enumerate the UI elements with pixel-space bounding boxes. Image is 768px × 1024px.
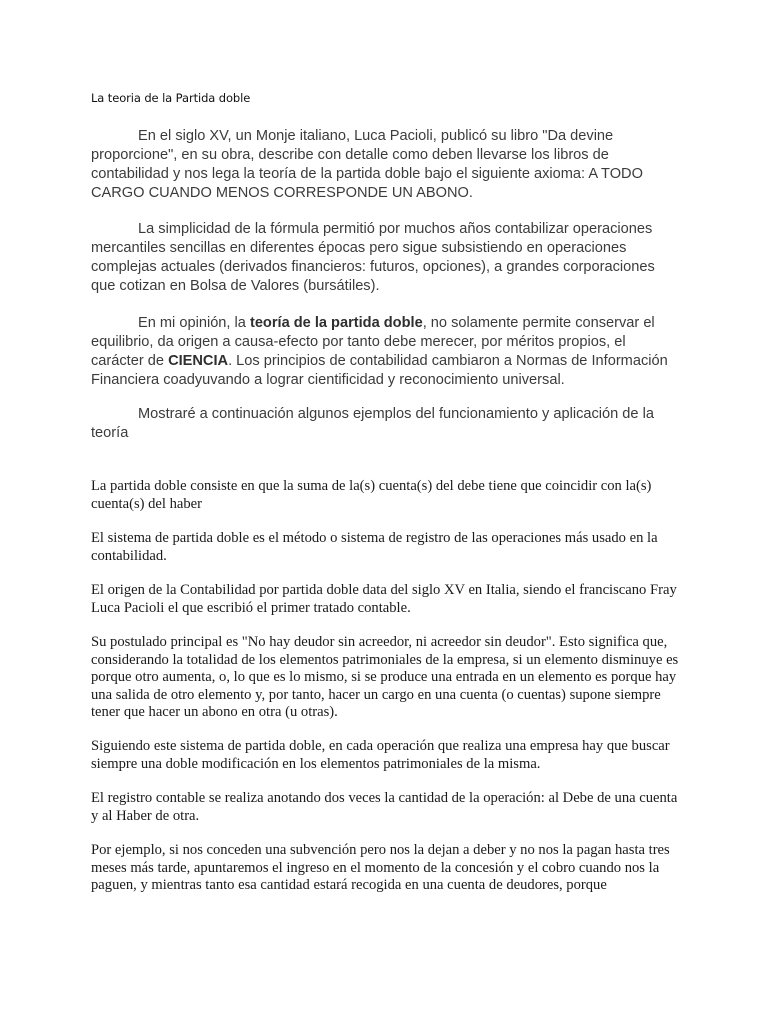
intro-paragraph — [91, 220, 681, 296]
paragraph-text: En mi opinión, la — [138, 315, 250, 331]
bold-term: teoría de la partida doble — [249, 315, 423, 331]
document-title: La teoria de la Partida doble — [91, 91, 251, 105]
body-paragraph: Siguiendo este sistema de partida doble, en cada operación que realiza una empresa hay que buscar siempre una doble modificación en los elementos patrimoniales de la misma. — [91, 738, 670, 772]
body-paragraph: Su postulado principal es "No hay deudor sin acreedor, ni acreedor sin deudor". Esto significa que, considerando la totalidad de los elementos patrimoniales de la empresa, si un elemento disminuye es porque otro aumenta, o, lo que es lo mismo, si se produce una entrada en un elemento es porque hay una salida de otro elemento y, por tanto, hacer un cargo en una cuenta (o cuentas) supone siempre tener que hacer un abono en otra (u otras). — [91, 634, 679, 721]
paragraph-text: En el siglo XV, un Monje italiano, Luca Pacioli, publicó su libro "Da devine proporcione", en su obra, describe con detalle como deben llevarse los libros de contabilidad y nos lega la teoría de la partida doble bajo el siguiente axioma: A TODO CARGO CUANDO MENOS CORRESPONDE UN ABONO. — [91, 128, 643, 201]
paragraph-text: La simplicidad de la fórmula permitió por muchos años contabilizar operaciones mercantiles sencillas en diferentes épocas pero sigue subsistiendo en operaciones complejas actuales (derivados financieros: futuros, opciones), a grandes corporaciones que cotizan en Bolsa de Valores (bursátiles). — [91, 221, 655, 294]
paragraph-text: . Los principios de contabilidad cambiaron a Normas de Información Financiera coadyuvando a lograr cientificidad y reconocimiento universal. — [91, 353, 668, 388]
body-paragraph: El sistema de partida doble es el método o sistema de registro de las operaciones más usado en la contabilidad. — [91, 530, 658, 564]
body-paragraph: El origen de la Contabilidad por partida doble data del siglo XV en Italia, siendo el franciscano Fray Luca Pacioli el que escribió el primer tratado contable. — [91, 582, 677, 616]
body-paragraph: Por ejemplo, si nos conceden una subvención pero nos la dejan a deber y no nos la pagan hasta tres meses más tarde, apuntaremos el ingreso en el momento de la concesión y el cobro cuando nos la paguen, y mientras tanto esa cantidad estará recogida en una cuenta de deudores, porque — [91, 842, 670, 894]
bold-term: CIENCIA — [168, 353, 229, 369]
body-paragraph: La partida doble consiste en que la suma de la(s) cuenta(s) del debe tiene que coincidir con la(s) cuenta(s) del haber — [91, 478, 652, 512]
intro-paragraph — [91, 314, 681, 390]
paragraph-text: Mostraré a continuación algunos ejemplos del funcionamiento y aplicación de la teoría — [91, 406, 654, 441]
intro-paragraph — [91, 405, 681, 443]
intro-paragraph — [91, 127, 681, 203]
body-paragraph: El registro contable se realiza anotando dos veces la cantidad de la operación: al Debe de una cuenta y al Haber de otra. — [91, 790, 678, 824]
paragraph-text: , no solamente permite conservar el equilibrio, da origen a causa-efecto por tanto debe merecer, por méritos propios, el carácter de — [91, 315, 655, 369]
